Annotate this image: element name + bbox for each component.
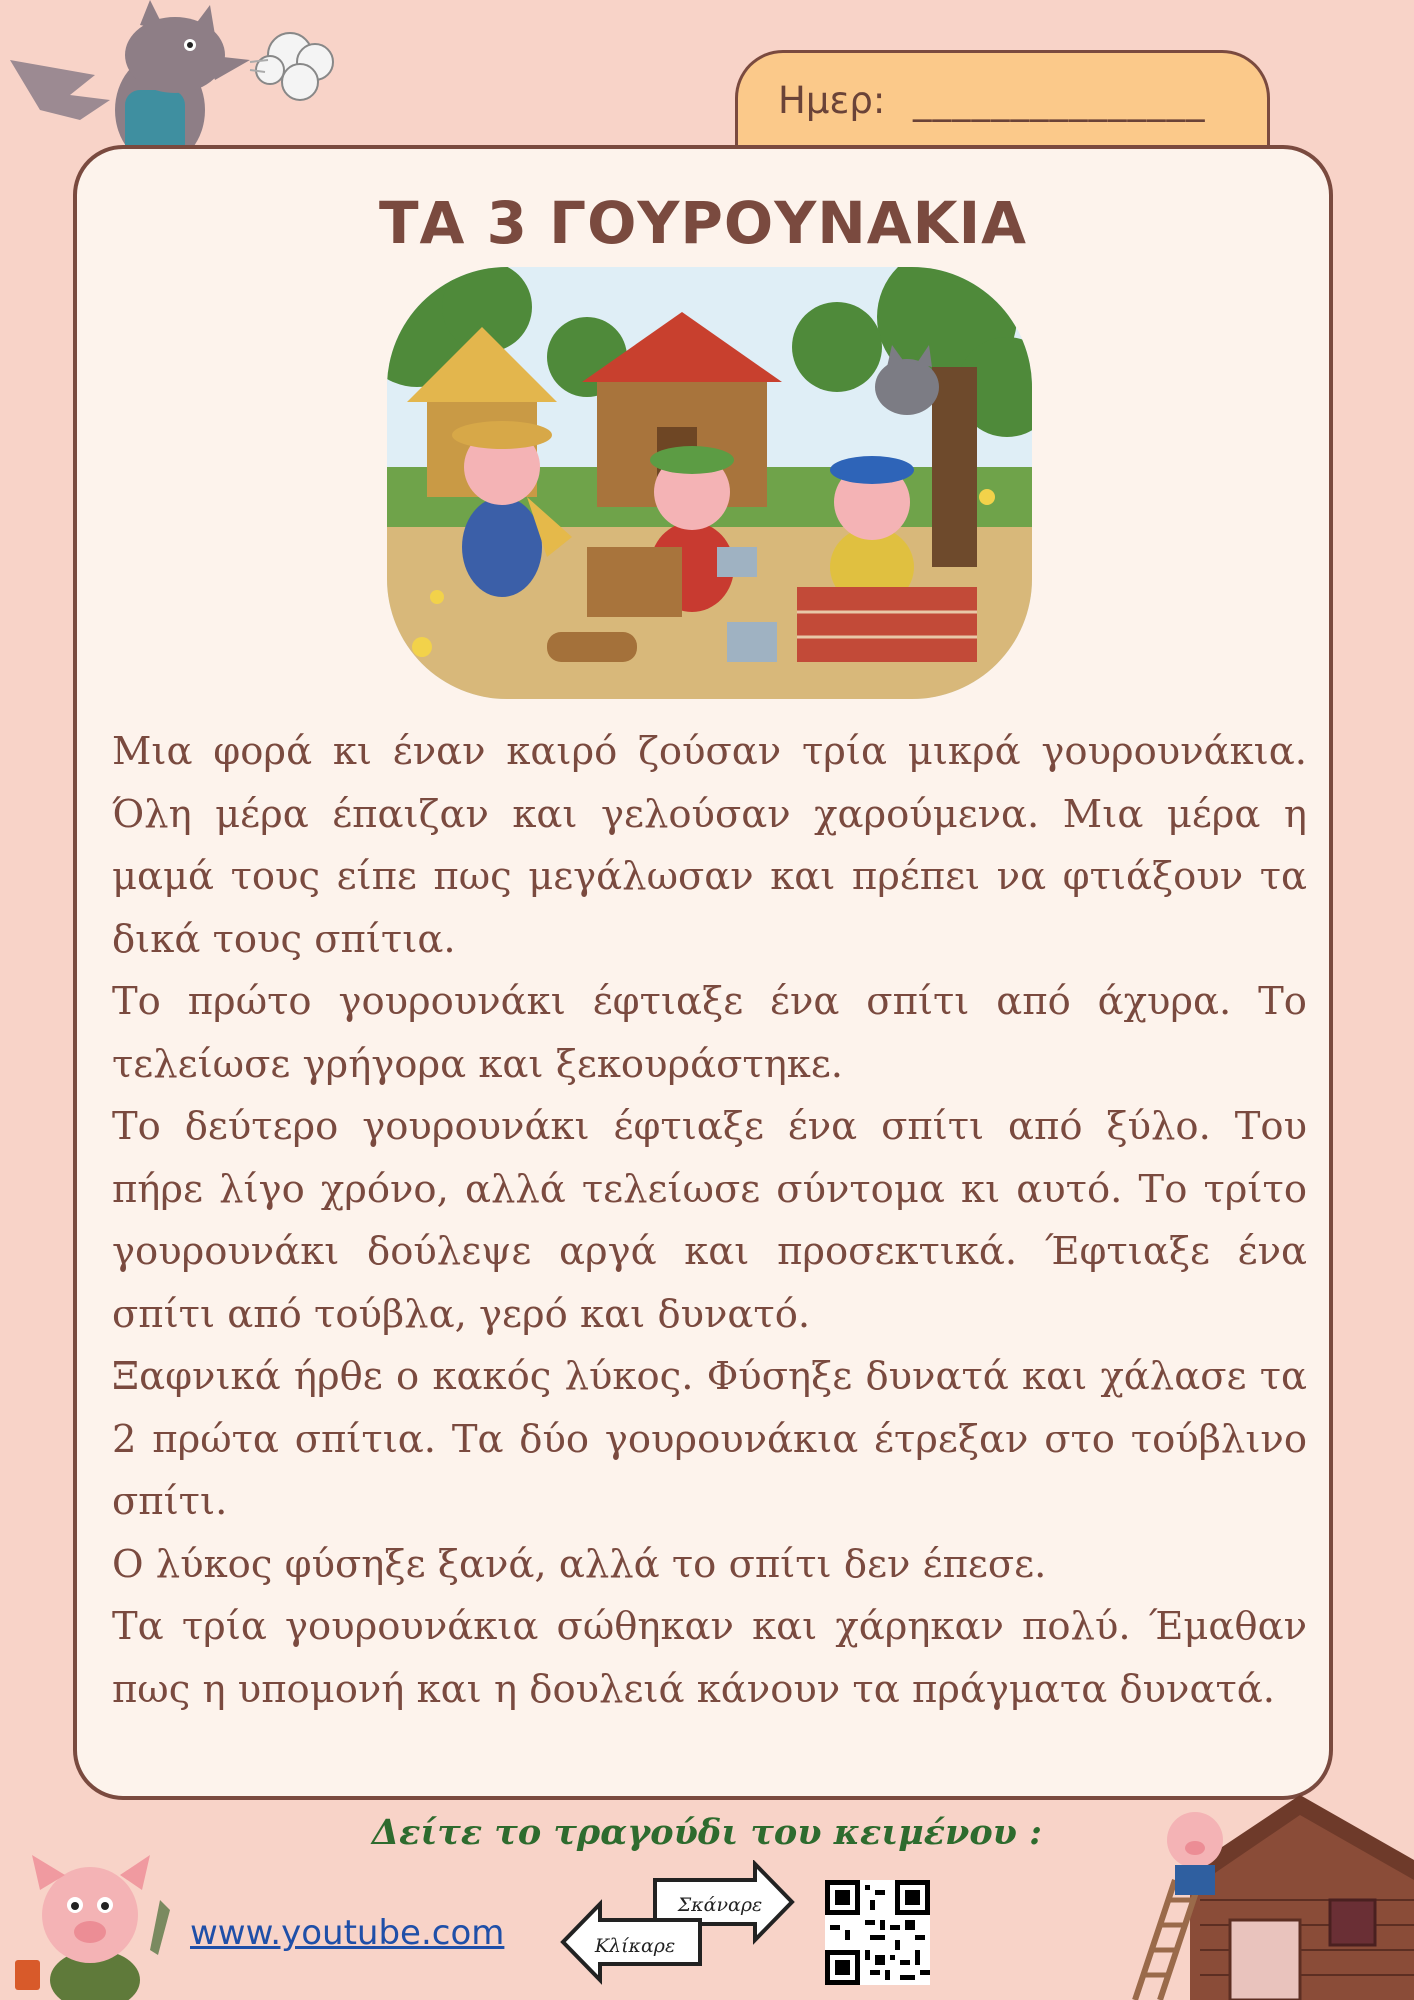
pig-with-trowel-illustration: [10, 1840, 170, 2000]
date-field[interactable]: _______________: [913, 79, 1206, 122]
story-paragraph: Τα τρία γουρουνάκια σώθηκαν και χάρηκαν πολύ. Έμαθαν πως η υπομονή και η δουλειά κάνουν τα πράγματα δυνατά.: [112, 1604, 1307, 1712]
story-paragraph: Μια φορά κι έναν καιρό ζούσαν τρία μικρά γουρουνάκια. Όλη μέρα έπαιζαν και γελούσαν χαρούμενα. Μια μέρα η μαμά τους είπε πως μεγάλωσαν και πρέπει να φτιάξουν τα δικά τους σπίτια.: [112, 729, 1307, 962]
scan-label: Σκάναρε: [677, 1894, 763, 1916]
pig-on-wooden-house-illustration: [1120, 1790, 1414, 2000]
story-paragraph: Το δεύτερο γουρουνάκι έφτιαξε ένα σπίτι από ξύλο. Του πήρε λίγο χρόνο, αλλά τελείωσε σύντομα κι αυτό. Το τρίτο γουρουνάκι δούλεψε αργά και προσεκτικά. Έφτιαξε ένα σπίτι από τούβλα, γερό και δυνατό.: [112, 1104, 1307, 1337]
story-paragraph: Ξαφνικά ήρθε ο κακός λύκος. Φύσηξε δυνατά και χάλασε τα 2 πρώτα σπίτια. Τα δύο γουρουνάκια έτρεξαν στο τούβλινο σπίτι.: [112, 1354, 1307, 1524]
qr-code-icon[interactable]: [825, 1880, 930, 1985]
story-paragraph: Ο λύκος φύσηξε ξανά, αλλά το σπίτι δεν έπεσε.: [112, 1541, 1047, 1587]
double-arrow-icon: [560, 1860, 795, 1985]
song-prompt: Δείτε το τραγούδι του κειμένου :: [371, 1812, 1043, 1853]
page-title: ΤΑ 3 ΓΟΥΡΟΥΝΑΚΙΑ: [378, 189, 1028, 257]
youtube-link[interactable]: www.youtube.com: [190, 1913, 505, 1953]
three-pigs-building-illustration: [387, 267, 1032, 699]
date-label: Ημερ:: [778, 79, 886, 122]
click-label: Κλίκαρε: [594, 1935, 676, 1957]
story-card: [73, 145, 1333, 1800]
story-paragraph: Το πρώτο γουρουνάκι έφτιαξε ένα σπίτι από άχυρα. Το τελείωσε γρήγορα και ξεκουράστηκε.: [112, 979, 1307, 1087]
story-text: [112, 721, 1307, 1721]
date-tab: [735, 50, 1270, 160]
